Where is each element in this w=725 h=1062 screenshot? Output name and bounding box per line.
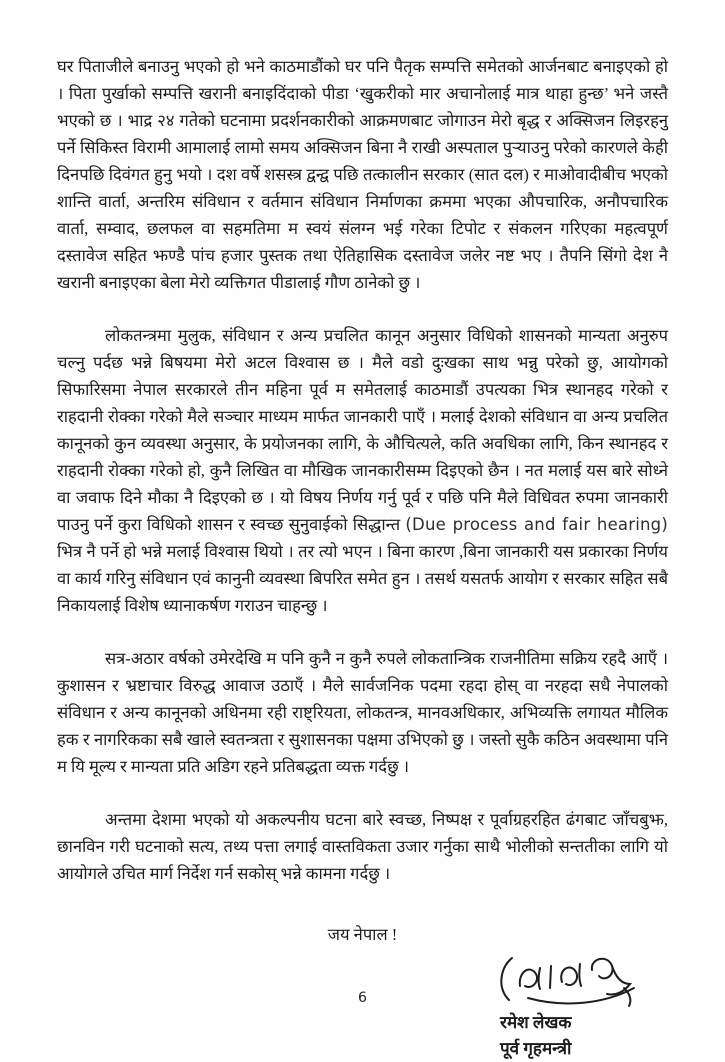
handwritten-signature-icon xyxy=(494,950,644,1008)
signatory-title: पूर्व गृहमन्त्री xyxy=(500,1039,572,1058)
paragraph-4: अन्तमा देशमा भएको यो अकल्पनीय घटना बारे स्वच्छ, निष्पक्ष र पूर्वाग्रहरहित ढंगबाट जाँचबुझ, छानविन गरी घटनाको सत्य, तथ्य पत्ता लगाई वास्तविकता उजार गर्नुका साथै भोलीको सन्ततीका लागि यो आयोगले उचित मार्ग निर्देश गर्न सकोस् भन्ने कामना गर्दछु । xyxy=(57,810,668,883)
paragraph-3: सत्र-अठार वर्षको उमेरदेखि म पनि कुनै न कुनै रुपले लोकतान्त्रिक राजनीतिमा सक्रिय रहदै आएँ । कुशासन र भ्रष्टाचार विरुद्ध आवाज उठाएँ । मैले सार्वजनिक पदमा रहदा होस् वा नरहदा सधै नेपालको संविधान र अन्य कानूनको अधिनमा रही राष्ट्रियता, लोकतन्त्र, मानवअधिकार, अभिव्यक्ति लगायत मौलिक हक र नागरिकका सबै खाले स्वतन्त्रता र सुशासनका पक्षमा उभिएको छु । जस्तो सुकै कठिन अवस्थामा पनि म यि मूल्य र मान्यता प्रति अडिग रहने प्रतिबद्धता व्यक्त गर्दछु । xyxy=(57,649,668,776)
signature-block xyxy=(500,950,650,1062)
paragraph-2-text-before: लोकतन्त्रमा मुलुक, संविधान र अन्य प्रचलित कानून अनुसार विधिको शासनको मान्यता अनुरुप चल्नु पर्दछ भन्ने बिषयमा मेरो अटल विश्वास छ । मैले वडो दुःखका साथ भन्नु परेको छु, आयोगको सिफारिसमा नेपाल सरकारले तीन महिना पूर्व म समेतलाई काठमाडौं उपत्यका भित्र स्थानहद गरेको र राहदानी रोक्का गरेको मैले सञ्चार माध्यम मार्फत जानकारी पाएँ । मलाई देशको संविधान वा अन्य प्रचलित कानूनको कुन व्यवस्था अनुसार, के प्रयोजनका लागि, के औचित्यले, कति अवधिका लागि, किन स्थानहद र राहदानी रोक्का गरेको हो, कुनै लिखित वा मौखिक जानकारीसम्म दिइएको छैन । नत मलाई यस बारे सोध्ने वा जवाफ दिने मौका नै दिइएको छ । यो विषय निर्णय गर्नु पूर्व र पछि पनि मैले विधिवत रुपमा जानकारी पाउनु पर्ने कुरा विधिको शासन र स्वच्छ सुनुवाईको सिद्धान्त xyxy=(57,326,668,534)
due-process-latin-phrase: (Due process and fair hearing) xyxy=(405,515,668,534)
paragraph-1: घर पिताजीले बनाउनु भएको हो भने काठमाडौंको घर पनि पैतृक सम्पत्ति समेतको आर्जनबाट बनाइएको हो । पिता पुर्खाको सम्पत्ति खरानी बनाइदिंदाको पीडा ‘खुकरीको मार अचानोलाई मात्र थाहा हुन्छ’ भने जस्तै भएको छ । भाद्र २४ गतेको घटनामा प्रदर्शनकारीको आक्रमणबाट जोगाउन मेरो बृद्ध र अक्सिजन लिइरहनु पर्ने सिकिस्त विरामी आमालाई लामो समय अक्सिजन बिना नै राखी अस्पताल पुऱ्याउनु परेको कारणले केही दिनपछि दिवंगत हुनु भयो । दश वर्षे शसस्त्र द्वन्द्व पछि तत्कालीन सरकार (सात दल) र माओवादीबीच भएको शान्ति वार्ता, अन्तरिम संविधान र वर्तमान संविधान निर्माणका क्रममा भएका औपचारिक, अनौपचारिक वार्ता, सम्वाद, छलफल वा सहमतिमा म स्वयं संलग्न भई गरेका टिपोट र संकलन गरिएका महत्वपूर्ण दस्तावेज सहित झण्डै पांच हजार पुस्तक तथा ऐतिहासिक दस्तावेज जलेर नष्ट भए । तैपनि सिंगो देश नै खरानी बनाइएका बेला मेरो व्यक्तिगत पीडालाई गौण ठानेको छु । xyxy=(57,57,668,292)
closing-salutation: जय नेपाल ! xyxy=(327,925,398,944)
paragraph-2-text-after: भित्र नै पर्ने हो भन्ने मलाई विश्वास थियो । तर त्यो भएन । बिना कारण ,बिना जानकारी यस प्रकारका निर्णय वा कार्य गरिनु संविधान एवं कानुनी व्यवस्था बिपरित समेत हुन । तसर्थ यसतर्फ आयोग र सरकार सहित सबै निकायलाई विशेष ध्यानाकर्षण गराउन चाहन्छु । xyxy=(57,542,668,615)
signatory-name: रमेश लेखक xyxy=(500,1013,572,1032)
paragraph-2 xyxy=(57,322,668,619)
page-number: 6 xyxy=(358,990,367,1006)
